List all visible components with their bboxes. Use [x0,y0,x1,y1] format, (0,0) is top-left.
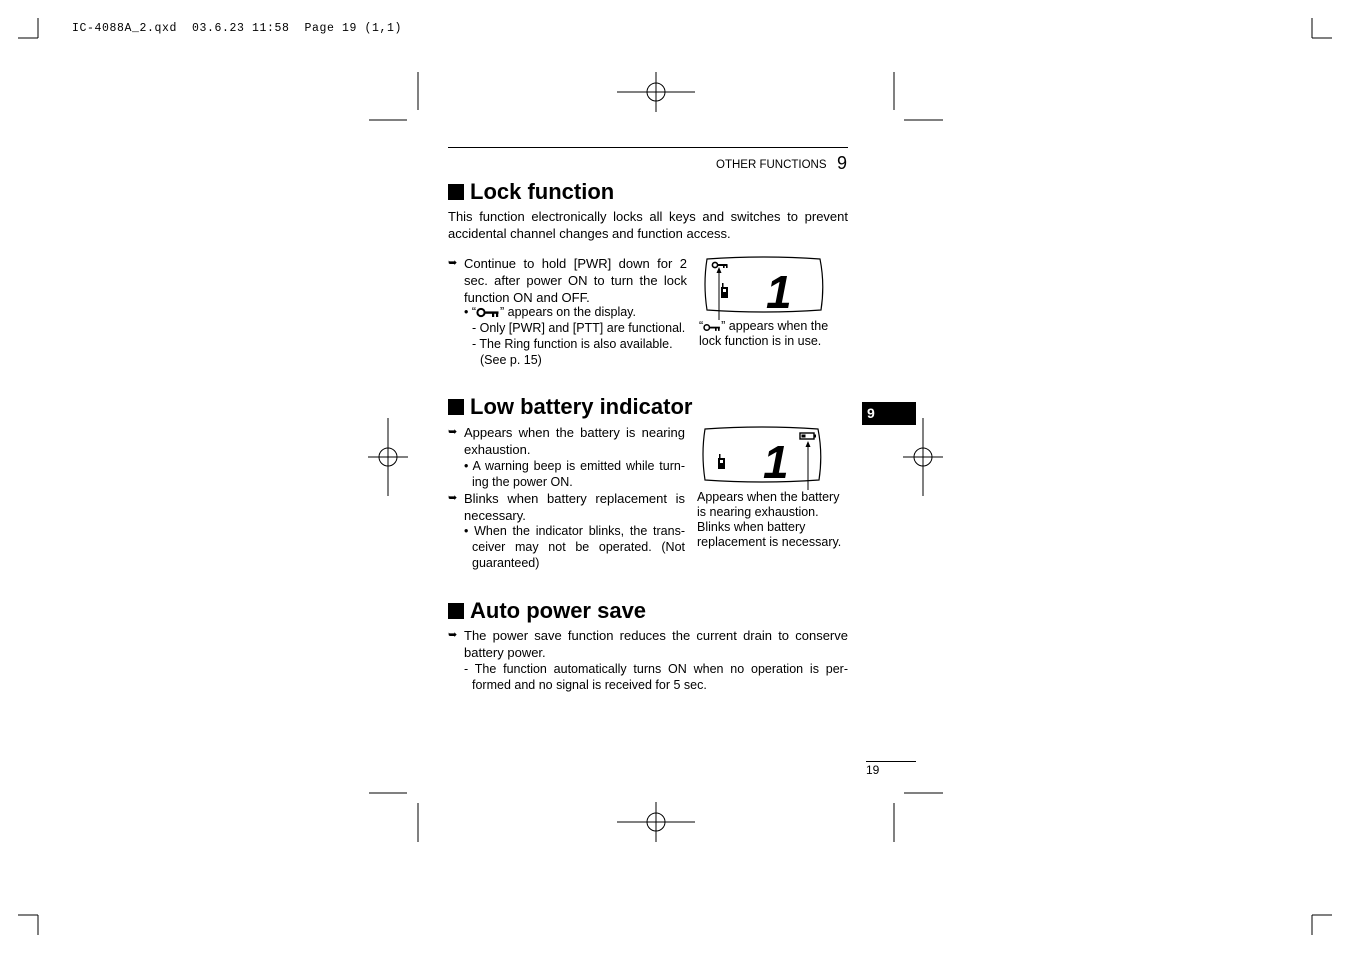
lock-caption [699,319,849,349]
lock-title: Lock function [470,179,615,204]
battery-bullet-2: • When the indicator blinks, the trans-ceiver may not be operated. (Not guaranteed) [464,524,685,570]
power-save-title: Auto power save [470,598,647,623]
section-number: 9 [837,153,848,173]
lock-step [448,255,687,306]
lcd-lock-illustration [700,254,830,324]
arrow-icon: ➥ [448,426,458,438]
lock-step-text: Continue to hold [PWR] down for 2 sec. after power ON to turn the lock function ON and OFF. [464,256,687,305]
power-save-heading [448,598,646,624]
square-bullet-icon [448,399,464,415]
power-save-step [448,627,848,661]
lock-bullet [464,304,687,320]
arrow-icon: ➥ [448,257,458,269]
lcd-channel-digit: 1 [766,266,792,318]
page-number-rule [866,761,916,762]
square-bullet-icon [448,603,464,619]
lock-sublist [464,304,687,368]
lcd-radio-icon [718,454,725,469]
battery-step-2 [448,490,685,524]
battery-caption-line-4: replacement is necessary. [697,535,842,549]
battery-bullet-1: • A warning beep is emitted while turn-ing the power ON. [464,459,685,489]
key-icon [476,307,500,318]
lock-bullet-pre: • “ [464,305,477,319]
lcd-battery-illustration [700,424,830,494]
battery-caption-line-2: is nearing exhaustion. [697,505,819,519]
arrow-icon: ➥ [448,629,458,641]
section-label: OTHER FUNCTIONS [716,159,827,171]
lock-caption-line-1 [699,319,849,334]
lock-dash-2-cont: (See p. 15) [480,353,542,367]
battery-step-2-text: Blinks when battery replacement is necessary. [464,491,685,523]
key-icon [703,323,721,332]
lock-intro: This function electronically locks all keys and switches to prevent accidental channel changes and function access. [448,209,848,241]
lcd-key-icon [712,262,727,268]
chapter-tab [862,402,916,425]
lcd-radio-icon [721,283,728,298]
file-slug-line: IC-4088A_2.qxd 03.6.23 11:58 Page 19 (1,1) [72,22,403,35]
battery-title: Low battery indicator [470,394,693,419]
arrow-icon: ➥ [448,492,458,504]
page-number: 19 [866,763,880,777]
battery-step-1 [448,424,685,458]
battery-caption-line-1: Appears when the battery [697,490,840,504]
chapter-tab-number: 9 [867,405,875,421]
lcd-channel-digit: 1 [763,436,789,488]
battery-caption [697,490,852,550]
lock-caption-pre: “ [699,319,704,333]
lock-dash-2: - The Ring function is also available. [472,337,673,351]
lock-caption-post: ” appears when the [721,319,829,333]
power-save-dash: - The function automatically turns ON when no operation is per-formed and no signal is received for 5 sec. [464,662,848,692]
battery-heading [448,394,692,420]
header-rule [448,147,848,148]
low-battery-icon [800,433,816,439]
lock-bullet-post: ” appears on the display. [500,305,636,319]
lock-heading [448,179,614,205]
square-bullet-icon [448,184,464,200]
power-save-step-text: The power save function reduces the current drain to conserve battery power. [464,628,848,660]
lock-dash-1: - Only [PWR] and [PTT] are functional. [472,321,686,335]
battery-step-1-text: Appears when the battery is nearing exhaustion. [464,425,685,457]
lock-caption-line-2: lock function is in use. [699,334,822,348]
battery-caption-line-3: Blinks when battery [697,520,806,534]
